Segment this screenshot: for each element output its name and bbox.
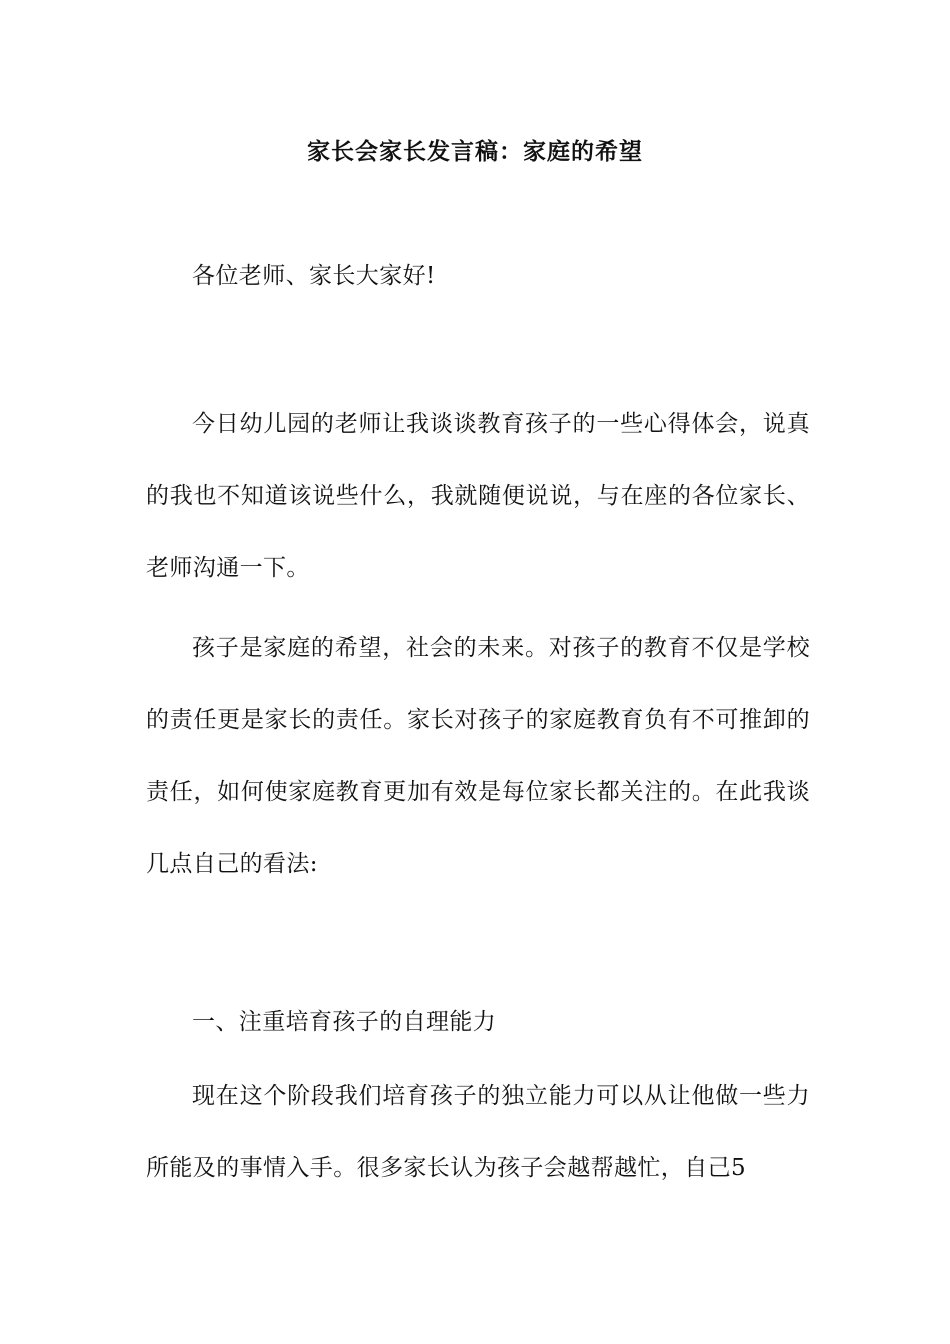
section-heading: 一、注重培育孩子的自理能力 (192, 1009, 497, 1035)
greeting-paragraph: 各位老师、家长大家好! (192, 263, 436, 289)
intro-paragraph: 今日幼儿园的老师让我谈谈教育孩子的一些心得体会，说真的我也不知道该说些什么，我就随便说说，与在座的各位家长、老师沟通一下。 (146, 411, 810, 581)
document-title: 家长会家长发言稿：家庭的希望 (307, 138, 643, 165)
section-body-paragraph: 现在这个阶段我们培育孩子的独立能力可以从让他做一些力所能及的事情入手。很多家长认为孩子会越帮越忙，自己5 (146, 1083, 810, 1181)
family-hope-paragraph: 孩子是家庭的希望，社会的未来。对孩子的教育不仅是学校的责任更是家长的责任。家长对孩子的家庭教育负有不可推卸的责任，如何使家庭教育更加有效是每位家长都关注的。在此我谈几点自己的看法: (146, 635, 810, 877)
